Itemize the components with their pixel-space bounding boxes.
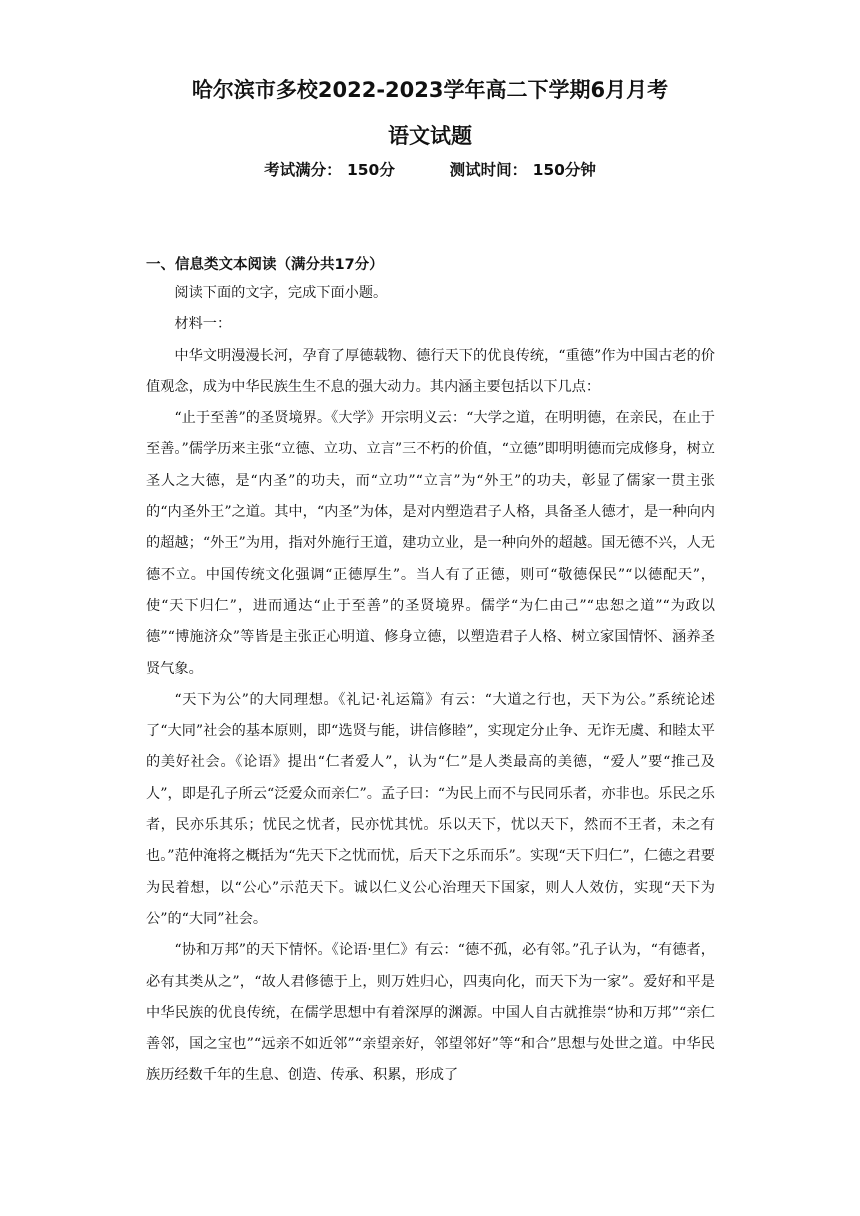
full-score-label: 考试满分： (264, 161, 342, 179)
exam-meta (0, 158, 860, 180)
material-label: 材料一： (174, 316, 232, 333)
section-heading: 一、信息类文本阅读（满分共17分） (146, 257, 384, 273)
reading-text (146, 278, 715, 1092)
exam-subtitle: 语文试题 (388, 124, 472, 148)
paragraph: “协和万邦”的天下情怀。《论语·里仁》有云：“德不孤，必有邻。”孔子认为，“有德者，必有其类从之”，“故人君修德于上，则万姓归心，四夷向化，而天下为一家”。爱好和平是中华民族的优良传统，在儒学思想中有着深厚的渊源。中国人自古就推崇“协和万邦”“亲仁善邻，国之宝也”“远亲不如近邻”“亲望亲好，邻望邻好”等“和合”思想与处世之道。中华民族历经数千年的生息、创造、传承、积累，形成了 (146, 942, 715, 1084)
paragraph: “止于至善”的圣贤境界。《大学》开宗明义云：“大学之道，在明明德，在亲民，在止于至善。”儒学历来主张“立德、立功、立言”三不朽的价值，“立德”即明明德而完成修身，树立圣人之大德，是“内圣”的功夫，而“立功”“立言”为“外王”的功夫，彰显了儒家一贯主张的“内圣外王”之道。其中，“内圣”为体，是对内塑造君子人格，具备圣人德才，是一种向内的超越；“外王”为用，指对外施行王道，建功立业，是一种向外的超越。国无德不兴，人无德不立。中国传统文化强调“正德厚生”。当人有了正德，则可“敬德保民”“以德配天”，使“天下归仁”，进而通达“止于至善”的圣贤境界。儒学“为仁由己”“忠恕之道”“为政以德”“博施济众”等皆是主张正心明道、修身立德，以塑造君子人格、树立家国情怀、涵养圣贤气象。 (146, 410, 715, 677)
time-label: 测试时间： (449, 161, 528, 179)
time-value: 150分钟 (532, 161, 596, 179)
full-score-value: 150分 (346, 161, 395, 179)
paragraph: “天下为公”的大同理想。《礼记·礼运篇》有云：“大道之行也，天下为公。”系统论述了“大同”社会的基本原则，即“选贤与能，讲信修睦”，实现定分止争、无诈无虞、和睦太平的美好社会。《论语》提出“仁者爱人”，认为“仁”是人类最高的美德，“爱人”要“推己及人”，即是孔子所云“泛爱众而亲仁”。孟子曰：“为民上而不与民同乐者，亦非也。乐民之乐者，民亦乐其乐；忧民之忧者，民亦忧其忧。乐以天下，忧以天下，然而不王者，未之有也。”范仲淹将之概括为“先天下之忧而忧，后天下之乐而乐”。实现“天下归仁”，仁德之君要为民着想，以“公心”示范天下。诚以仁义公心治理天下国家，则人人效仿，实现“天下为公”的“大同”社会。 (146, 691, 715, 927)
exam-title: 哈尔滨市多校2022-2023学年高二下学期6月月考 (191, 78, 669, 102)
paragraph: 中华文明漫漫长河，孕育了厚德载物、德行天下的优良传统，“重德”作为中国古老的价值观念，成为中华民族生生不息的强大动力。其内涵主要包括以下几点： (146, 347, 715, 395)
instruction: 阅读下面的文字，完成下面小题。 (174, 285, 388, 301)
